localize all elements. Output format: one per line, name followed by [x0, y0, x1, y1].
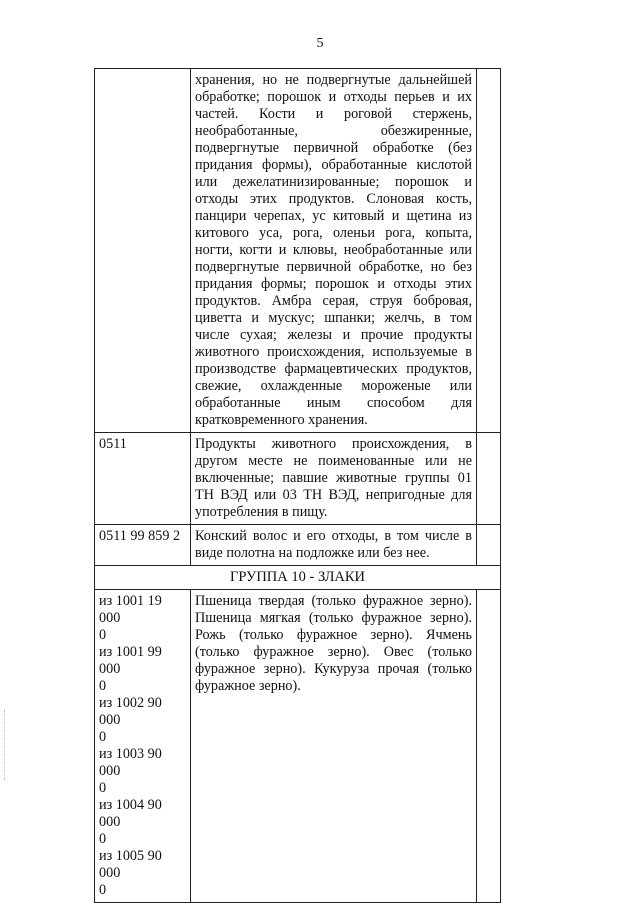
group-heading-row	[95, 566, 501, 590]
code-line: из 1001 99 000	[99, 644, 162, 677]
code-line: из 1004 90 000	[99, 797, 162, 830]
document-table	[94, 68, 501, 903]
code-line: из 1005 90 000	[99, 848, 162, 881]
row-code-cell	[95, 590, 191, 903]
code-line: 0	[99, 729, 107, 745]
row-code-cell: 0511	[95, 433, 191, 525]
code-line: из 1002 90 000	[99, 695, 162, 728]
code-line: из 1003 90 000	[99, 746, 162, 779]
row-empty-cell	[477, 525, 501, 566]
row-description-cell: Конский волос и его отходы, в том числе в виде полотна на подложке или без нее.	[191, 525, 477, 566]
code-line: 0	[99, 627, 107, 643]
row-code-cell: 0511 99 859 2	[95, 525, 191, 566]
row-empty-cell	[477, 590, 501, 903]
page-number: 5	[316, 36, 324, 51]
code-line: из 1001 19 000	[99, 593, 162, 626]
margin-mark	[4, 710, 6, 780]
code-line: 0	[99, 780, 107, 796]
row-empty-cell	[477, 433, 501, 525]
code-line: 0	[99, 882, 107, 898]
code-line: 0	[99, 831, 107, 847]
row-description-cell: Продукты животного происхождения, в другом месте не поименованные или не включенные; павшие животные группы 01 ТН ВЭД или 03 ТН ВЭД, непригодные для употребления в пищу.	[191, 433, 477, 525]
row-description-cell: Пшеница твердая (только фуражное зерно). Пшеница мягкая (только фуражное зерно). Рожь (только фуражное зерно). Ячмень (только фуражное зерно). Овес (только фуражное зерно). Кукуруза прочая (только фуражное зерно).	[191, 590, 477, 903]
row-code-cell	[95, 69, 191, 433]
row-description-cell: хранения, но не подвергнутые дальнейшей обработке; порошок и отходы перьев и их частей. Кости и роговой стержень, необработанные, обезжиренные, подвергнутые первичной обработке (без придания формы), обработанные кислотой или дежелатинизированные; порошок и отходы этих продуктов. Слоновая кость, панцири черепах, ус китовый и щетина из китового уса, рога, оленьи рога, копыта, ногти, когти и клювы, необработанные или подвергнутые первичной обработке, но без придания формы; порошок и отходы этих продуктов. Амбра серая, струя бобровая, циветта и мускус; шпанки; желчь, в том числе сухая; железы и прочие продукты животного происхождения, используемые в производстве фармацевтических продуктов, свежие, охлажденные мороженые или обработанные иным способом для кратковременного хранения.	[191, 69, 477, 433]
table-row	[95, 525, 501, 566]
table-row	[95, 433, 501, 525]
row-empty-cell	[477, 69, 501, 433]
group-heading: ГРУППА 10 - ЗЛАКИ	[95, 566, 501, 590]
table-row	[95, 69, 501, 433]
code-line: 0	[99, 678, 107, 694]
table-row	[95, 590, 501, 903]
